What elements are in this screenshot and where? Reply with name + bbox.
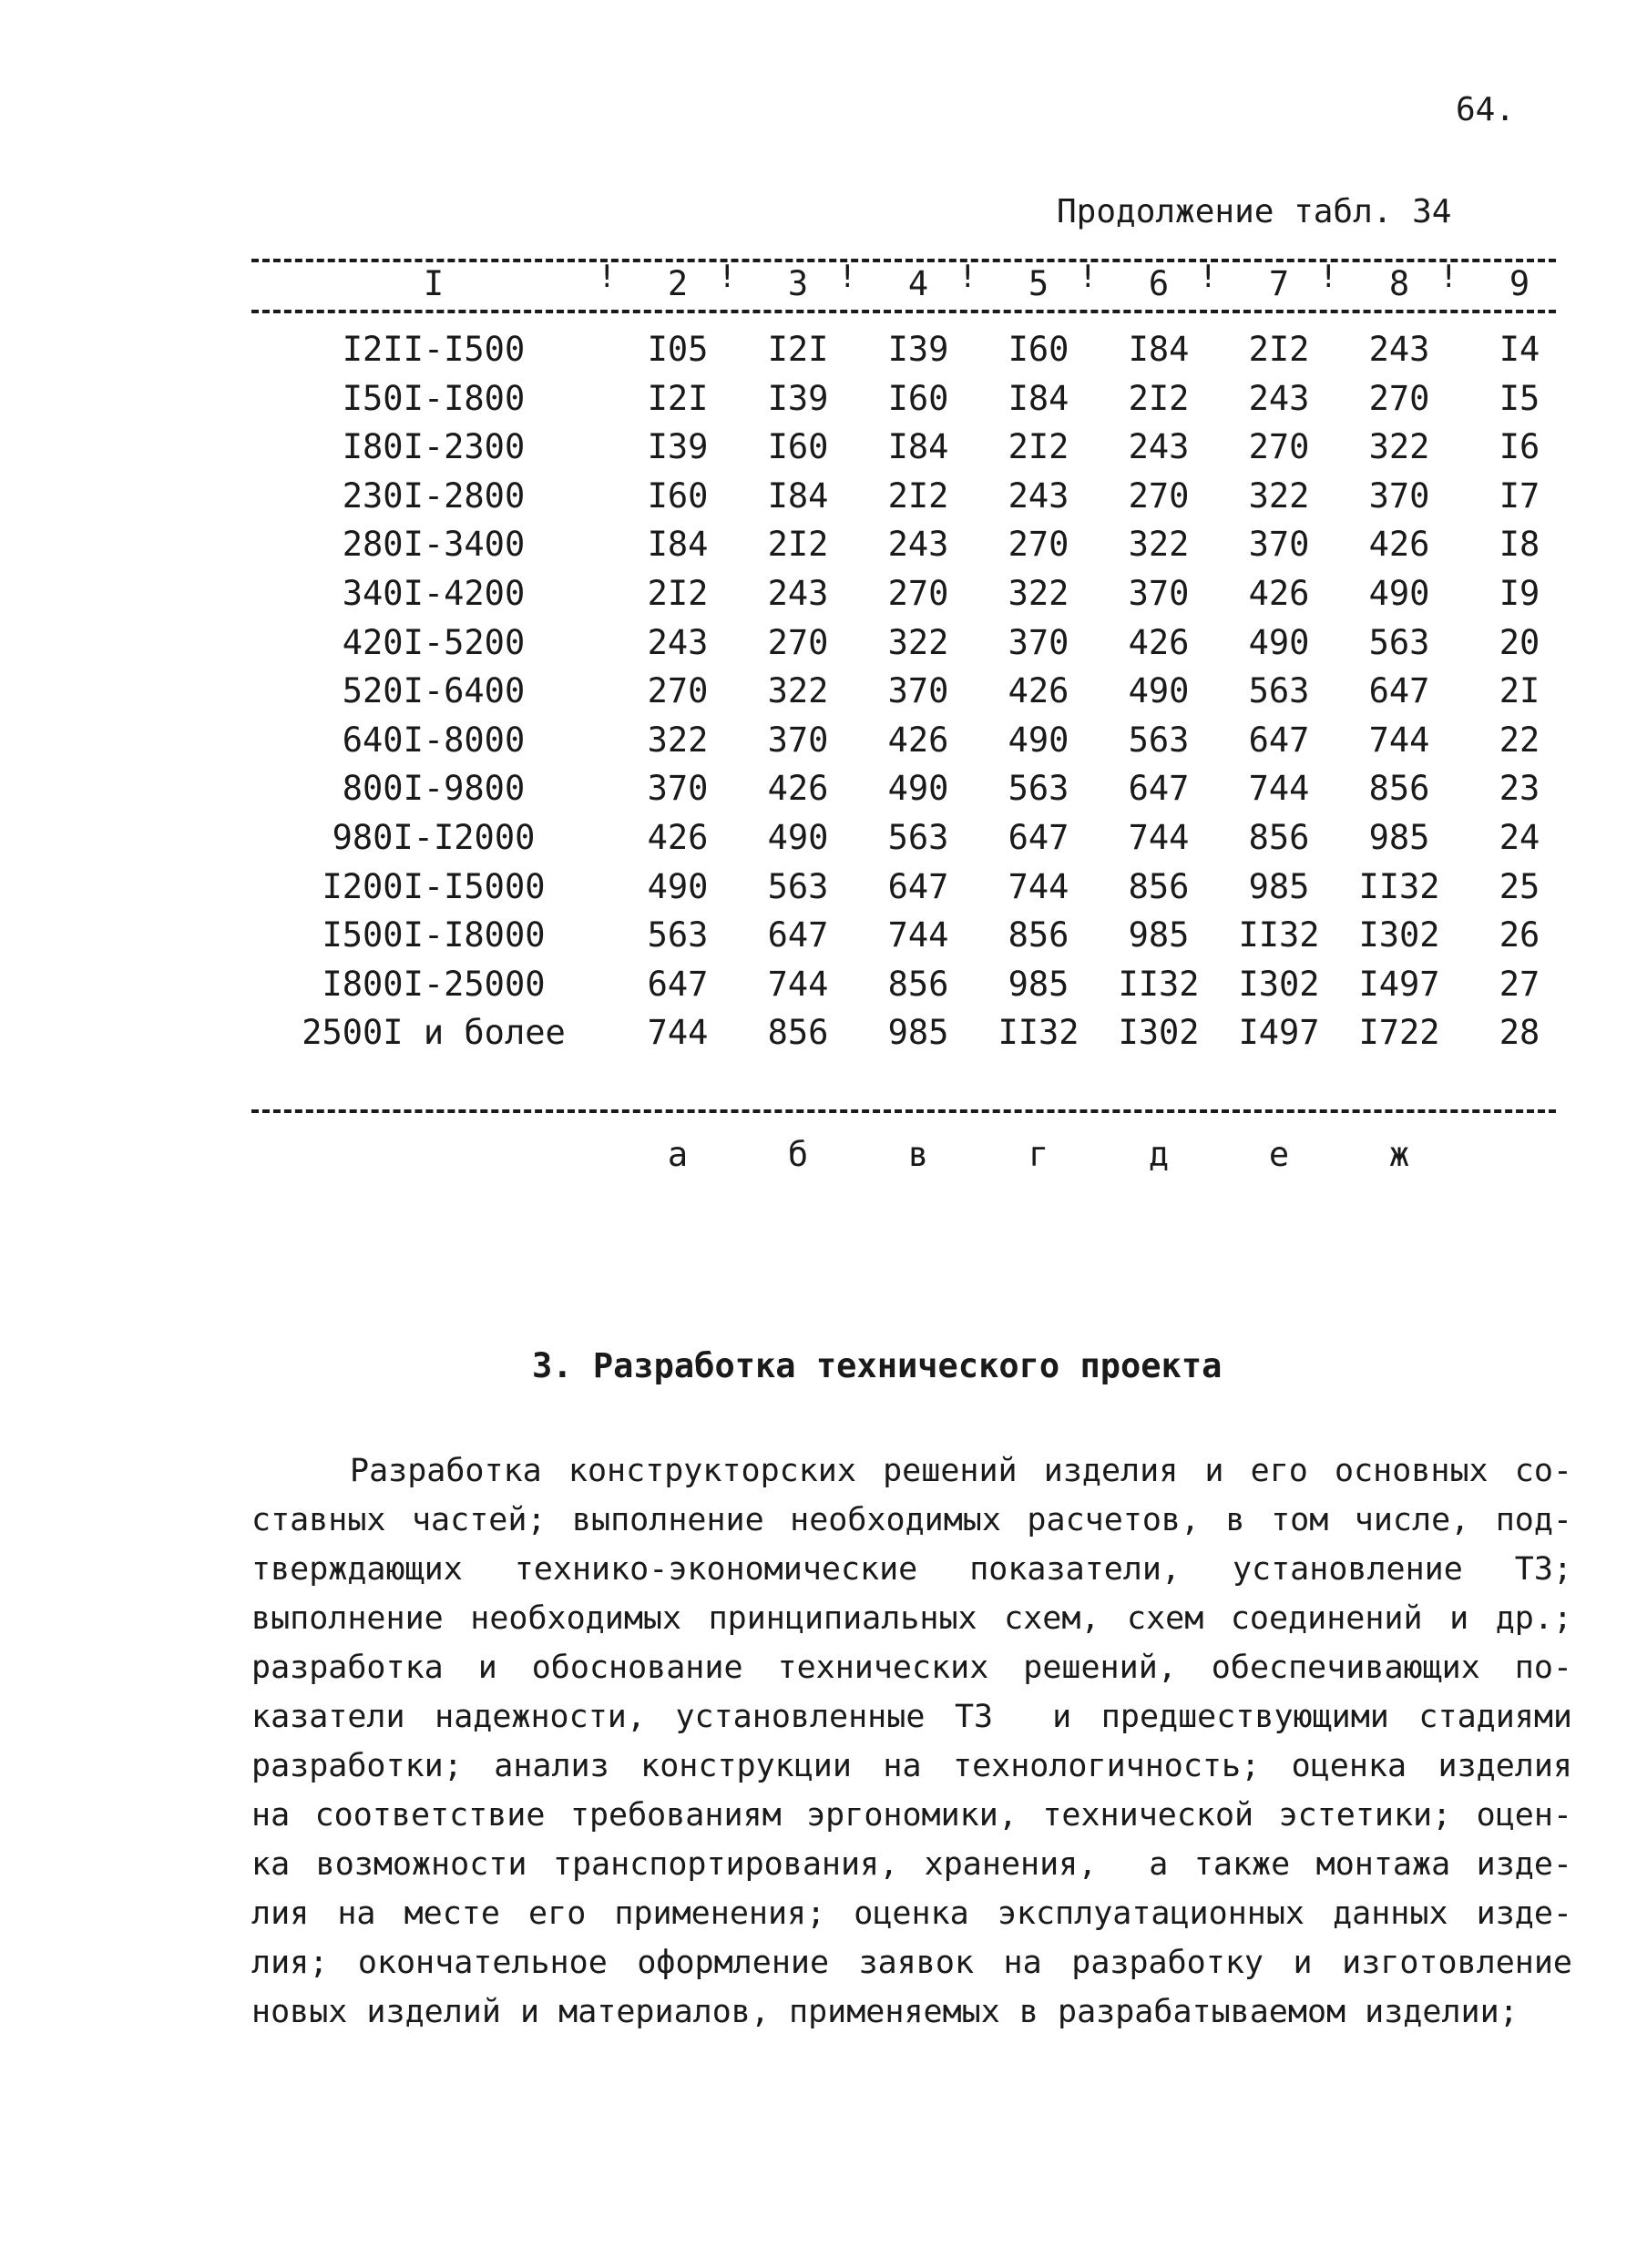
table-row: [251, 574, 1556, 621]
column-letter-row: [251, 1135, 1556, 1182]
value-cell: 490: [1368, 574, 1430, 613]
value-cell: 426: [1248, 574, 1310, 613]
body-text-line: новых изделий и материалов, применяемых в разрабатываемом изделии;: [251, 1994, 1519, 2030]
range-cell: 520I-6400: [342, 671, 526, 711]
value-cell: 744: [1248, 769, 1310, 809]
value-cell: I05: [647, 330, 709, 369]
value-cell: 563: [1128, 720, 1190, 760]
table-row: [251, 427, 1556, 475]
value-cell: 856: [1368, 769, 1430, 809]
value-cell: 985: [1008, 964, 1069, 1004]
value-cell: 647: [1248, 720, 1310, 760]
column-separator: !: [598, 259, 617, 295]
value-cell: 490: [647, 866, 709, 906]
value-cell: 744: [1008, 866, 1069, 906]
table-row: [251, 671, 1556, 719]
value-cell: I497: [1238, 1013, 1320, 1053]
range-cell: 2500I и более: [302, 1013, 566, 1053]
value-cell: 270: [1248, 427, 1310, 467]
value-cell: 2I: [1499, 671, 1540, 711]
value-cell: 25: [1499, 866, 1540, 906]
value-cell: I4: [1499, 330, 1540, 369]
value-cell: II32: [1238, 915, 1320, 955]
page-number: 64.: [1456, 91, 1516, 128]
column-letter: г: [1028, 1135, 1049, 1174]
table-top-rule: [251, 259, 1556, 262]
value-cell: I84: [1008, 378, 1069, 418]
value-cell: 322: [1248, 475, 1310, 516]
value-cell: 985: [887, 1013, 949, 1053]
value-cell: I60: [647, 475, 709, 516]
value-cell: 856: [1008, 915, 1069, 955]
value-cell: I9: [1499, 574, 1540, 613]
value-cell: 322: [767, 671, 829, 711]
value-cell: 23: [1499, 769, 1540, 809]
value-cell: 563: [1368, 622, 1430, 662]
value-cell: 270: [1368, 378, 1430, 418]
table-row: [251, 623, 1556, 670]
column-header: 8: [1388, 264, 1410, 303]
value-cell: 20: [1499, 622, 1540, 662]
column-letter: б: [787, 1135, 809, 1174]
value-cell: I60: [887, 378, 949, 418]
value-cell: I302: [1118, 1013, 1200, 1053]
value-cell: I6: [1499, 427, 1540, 467]
range-cell: 340I-4200: [342, 574, 526, 613]
value-cell: II32: [998, 1013, 1079, 1053]
value-cell: 27: [1499, 964, 1540, 1004]
table-header-row: [251, 259, 1556, 312]
value-cell: 647: [1368, 671, 1430, 711]
value-cell: 322: [1008, 574, 1069, 613]
value-cell: 856: [887, 964, 949, 1004]
column-letter: е: [1268, 1135, 1290, 1174]
table-row: [251, 476, 1556, 524]
value-cell: 426: [1128, 622, 1190, 662]
range-cell: 420I-5200: [342, 622, 526, 662]
value-cell: 370: [767, 720, 829, 760]
value-cell: I5: [1499, 378, 1540, 418]
column-separator: !: [718, 259, 737, 295]
value-cell: 2I2: [1128, 378, 1190, 418]
value-cell: I39: [887, 330, 949, 369]
value-cell: 370: [1368, 475, 1430, 516]
value-cell: 28: [1499, 1013, 1540, 1053]
column-separator: !: [1319, 259, 1338, 295]
value-cell: 985: [1248, 866, 1310, 906]
value-cell: I7: [1499, 475, 1540, 516]
value-cell: 744: [767, 964, 829, 1004]
value-cell: 243: [1128, 427, 1190, 467]
column-letter: ж: [1388, 1135, 1410, 1174]
value-cell: 322: [887, 622, 949, 662]
value-cell: 26: [1499, 915, 1540, 955]
column-separator: !: [838, 259, 857, 295]
column-separator: !: [958, 259, 977, 295]
value-cell: I60: [767, 427, 829, 467]
value-cell: 426: [1368, 525, 1430, 565]
value-cell: 647: [767, 915, 829, 955]
value-cell: 563: [887, 818, 949, 857]
value-cell: 322: [1368, 427, 1430, 467]
value-cell: 563: [1008, 769, 1069, 809]
value-cell: 270: [887, 574, 949, 613]
value-cell: 563: [767, 866, 829, 906]
value-cell: 490: [1128, 671, 1190, 711]
value-cell: 322: [1128, 525, 1190, 565]
value-cell: I302: [1358, 915, 1440, 955]
value-cell: 744: [647, 1013, 709, 1053]
value-cell: I497: [1358, 964, 1440, 1004]
range-cell: 800I-9800: [342, 769, 526, 809]
table-row: [251, 818, 1556, 865]
value-cell: 426: [1008, 671, 1069, 711]
table-row: [251, 379, 1556, 426]
value-cell: 2I2: [1248, 330, 1310, 369]
section-body-text: [251, 1446, 1572, 2037]
column-letter: в: [907, 1135, 929, 1174]
value-cell: 243: [767, 574, 829, 613]
value-cell: I2I: [647, 378, 709, 418]
table-row: [251, 965, 1556, 1012]
value-cell: 647: [887, 866, 949, 906]
table-row: [251, 330, 1556, 377]
value-cell: 243: [1008, 475, 1069, 516]
value-cell: 426: [647, 818, 709, 857]
value-cell: 985: [1368, 818, 1430, 857]
value-cell: 2I2: [1008, 427, 1069, 467]
value-cell: 647: [647, 964, 709, 1004]
range-cell: 640I-8000: [342, 720, 526, 760]
body-text-line: казатели надежности, установленные ТЗ и предшествующими стадиями: [251, 1699, 1572, 1735]
value-cell: I8: [1499, 525, 1540, 565]
value-cell: 2I2: [887, 475, 949, 516]
body-text-line: лия; окончательное оформление заявок на разработку и изготовление: [251, 1945, 1572, 1981]
column-letter: д: [1148, 1135, 1170, 1174]
value-cell: 2I2: [767, 525, 829, 565]
table-row: [251, 867, 1556, 914]
value-cell: 856: [767, 1013, 829, 1053]
value-cell: 270: [647, 671, 709, 711]
value-cell: 243: [647, 622, 709, 662]
value-cell: 985: [1128, 915, 1190, 955]
value-cell: 322: [647, 720, 709, 760]
value-cell: 490: [887, 769, 949, 809]
column-header: 5: [1028, 264, 1049, 303]
value-cell: 370: [1248, 525, 1310, 565]
column-separator: !: [1079, 259, 1098, 295]
value-cell: 647: [1128, 769, 1190, 809]
value-cell: 744: [1368, 720, 1430, 760]
column-header: 4: [907, 264, 929, 303]
value-cell: I84: [767, 475, 829, 516]
value-cell: 563: [1248, 671, 1310, 711]
value-cell: 563: [647, 915, 709, 955]
table-header-rule: [251, 310, 1556, 313]
range-cell: I200I-I5000: [322, 866, 546, 906]
value-cell: 426: [767, 769, 829, 809]
section-heading: 3. Разработка технического проекта: [532, 1346, 1223, 1385]
value-cell: 2I2: [647, 574, 709, 613]
value-cell: I84: [887, 427, 949, 467]
body-text-line: разработки; анализ конструкции на технологичность; оценка изделия: [251, 1748, 1572, 1784]
value-cell: II32: [1358, 866, 1440, 906]
table-row: [251, 915, 1556, 963]
body-text-line: ставных частей; выполнение необходимых расчетов, в том числе, под-: [251, 1502, 1572, 1538]
value-cell: 856: [1248, 818, 1310, 857]
table-bottom-rule: [251, 1109, 1556, 1113]
value-cell: I722: [1358, 1013, 1440, 1053]
value-cell: 243: [1248, 378, 1310, 418]
range-cell: 280I-3400: [342, 525, 526, 565]
value-cell: 370: [647, 769, 709, 809]
value-cell: I39: [767, 378, 829, 418]
column-separator: !: [1439, 259, 1458, 295]
value-cell: I84: [1128, 330, 1190, 369]
body-text-line: разработка и обоснование технических решений, обеспечивающих по-: [251, 1650, 1572, 1686]
range-cell: I800I-25000: [322, 964, 546, 1004]
value-cell: 243: [1368, 330, 1430, 369]
value-cell: 426: [887, 720, 949, 760]
value-cell: 856: [1128, 866, 1190, 906]
value-cell: 744: [887, 915, 949, 955]
value-cell: 270: [1128, 475, 1190, 516]
value-cell: 243: [887, 525, 949, 565]
column-header: 6: [1148, 264, 1170, 303]
value-cell: 490: [1248, 622, 1310, 662]
range-cell: 980I-I2000: [332, 818, 536, 857]
body-text-line: на соответствие требованиям эргономики, технической эстетики; оцен-: [251, 1797, 1572, 1834]
value-cell: 490: [1008, 720, 1069, 760]
value-cell: I302: [1238, 964, 1320, 1004]
range-cell: I80I-2300: [342, 427, 526, 467]
value-cell: I84: [647, 525, 709, 565]
column-letter: а: [667, 1135, 689, 1174]
column-separator: !: [1199, 259, 1218, 295]
value-cell: 22: [1499, 720, 1540, 760]
column-header: 9: [1509, 264, 1530, 303]
value-cell: 24: [1499, 818, 1540, 857]
value-cell: 270: [767, 622, 829, 662]
column-header: 3: [787, 264, 809, 303]
body-text-line: ка возможности транспортирования, хранения, а также монтажа изде-: [251, 1846, 1572, 1883]
value-cell: 370: [887, 671, 949, 711]
value-cell: 490: [767, 818, 829, 857]
column-header: I: [423, 264, 445, 303]
range-cell: 230I-2800: [342, 475, 526, 516]
range-cell: I2II-I500: [342, 330, 526, 369]
value-cell: 647: [1008, 818, 1069, 857]
table-row: [251, 525, 1556, 572]
range-cell: I50I-I800: [342, 378, 526, 418]
range-cell: I500I-I8000: [322, 915, 546, 955]
value-cell: 744: [1128, 818, 1190, 857]
table-caption: Продолжение табл. 34: [1057, 193, 1452, 230]
table-row: [251, 1013, 1556, 1060]
body-text-line: тверждающих технико-экономические показатели, установление ТЗ;: [251, 1551, 1572, 1588]
table-row: [251, 769, 1556, 816]
value-cell: 370: [1008, 622, 1069, 662]
body-text-line: лия на месте его применения; оценка эксплуатационных данных изде-: [251, 1895, 1572, 1932]
value-cell: I2I: [767, 330, 829, 369]
column-header: 7: [1268, 264, 1290, 303]
value-cell: I60: [1008, 330, 1069, 369]
body-text-line: выполнение необходимых принципиальных схем, схем соединений и др.;: [251, 1600, 1572, 1637]
body-text-line: Разработка конструкторских решений изделия и его основных со-: [350, 1453, 1572, 1489]
value-cell: I39: [647, 427, 709, 467]
column-header: 2: [667, 264, 689, 303]
table-row: [251, 720, 1556, 768]
value-cell: II32: [1118, 964, 1200, 1004]
value-cell: 270: [1008, 525, 1069, 565]
value-cell: 370: [1128, 574, 1190, 613]
